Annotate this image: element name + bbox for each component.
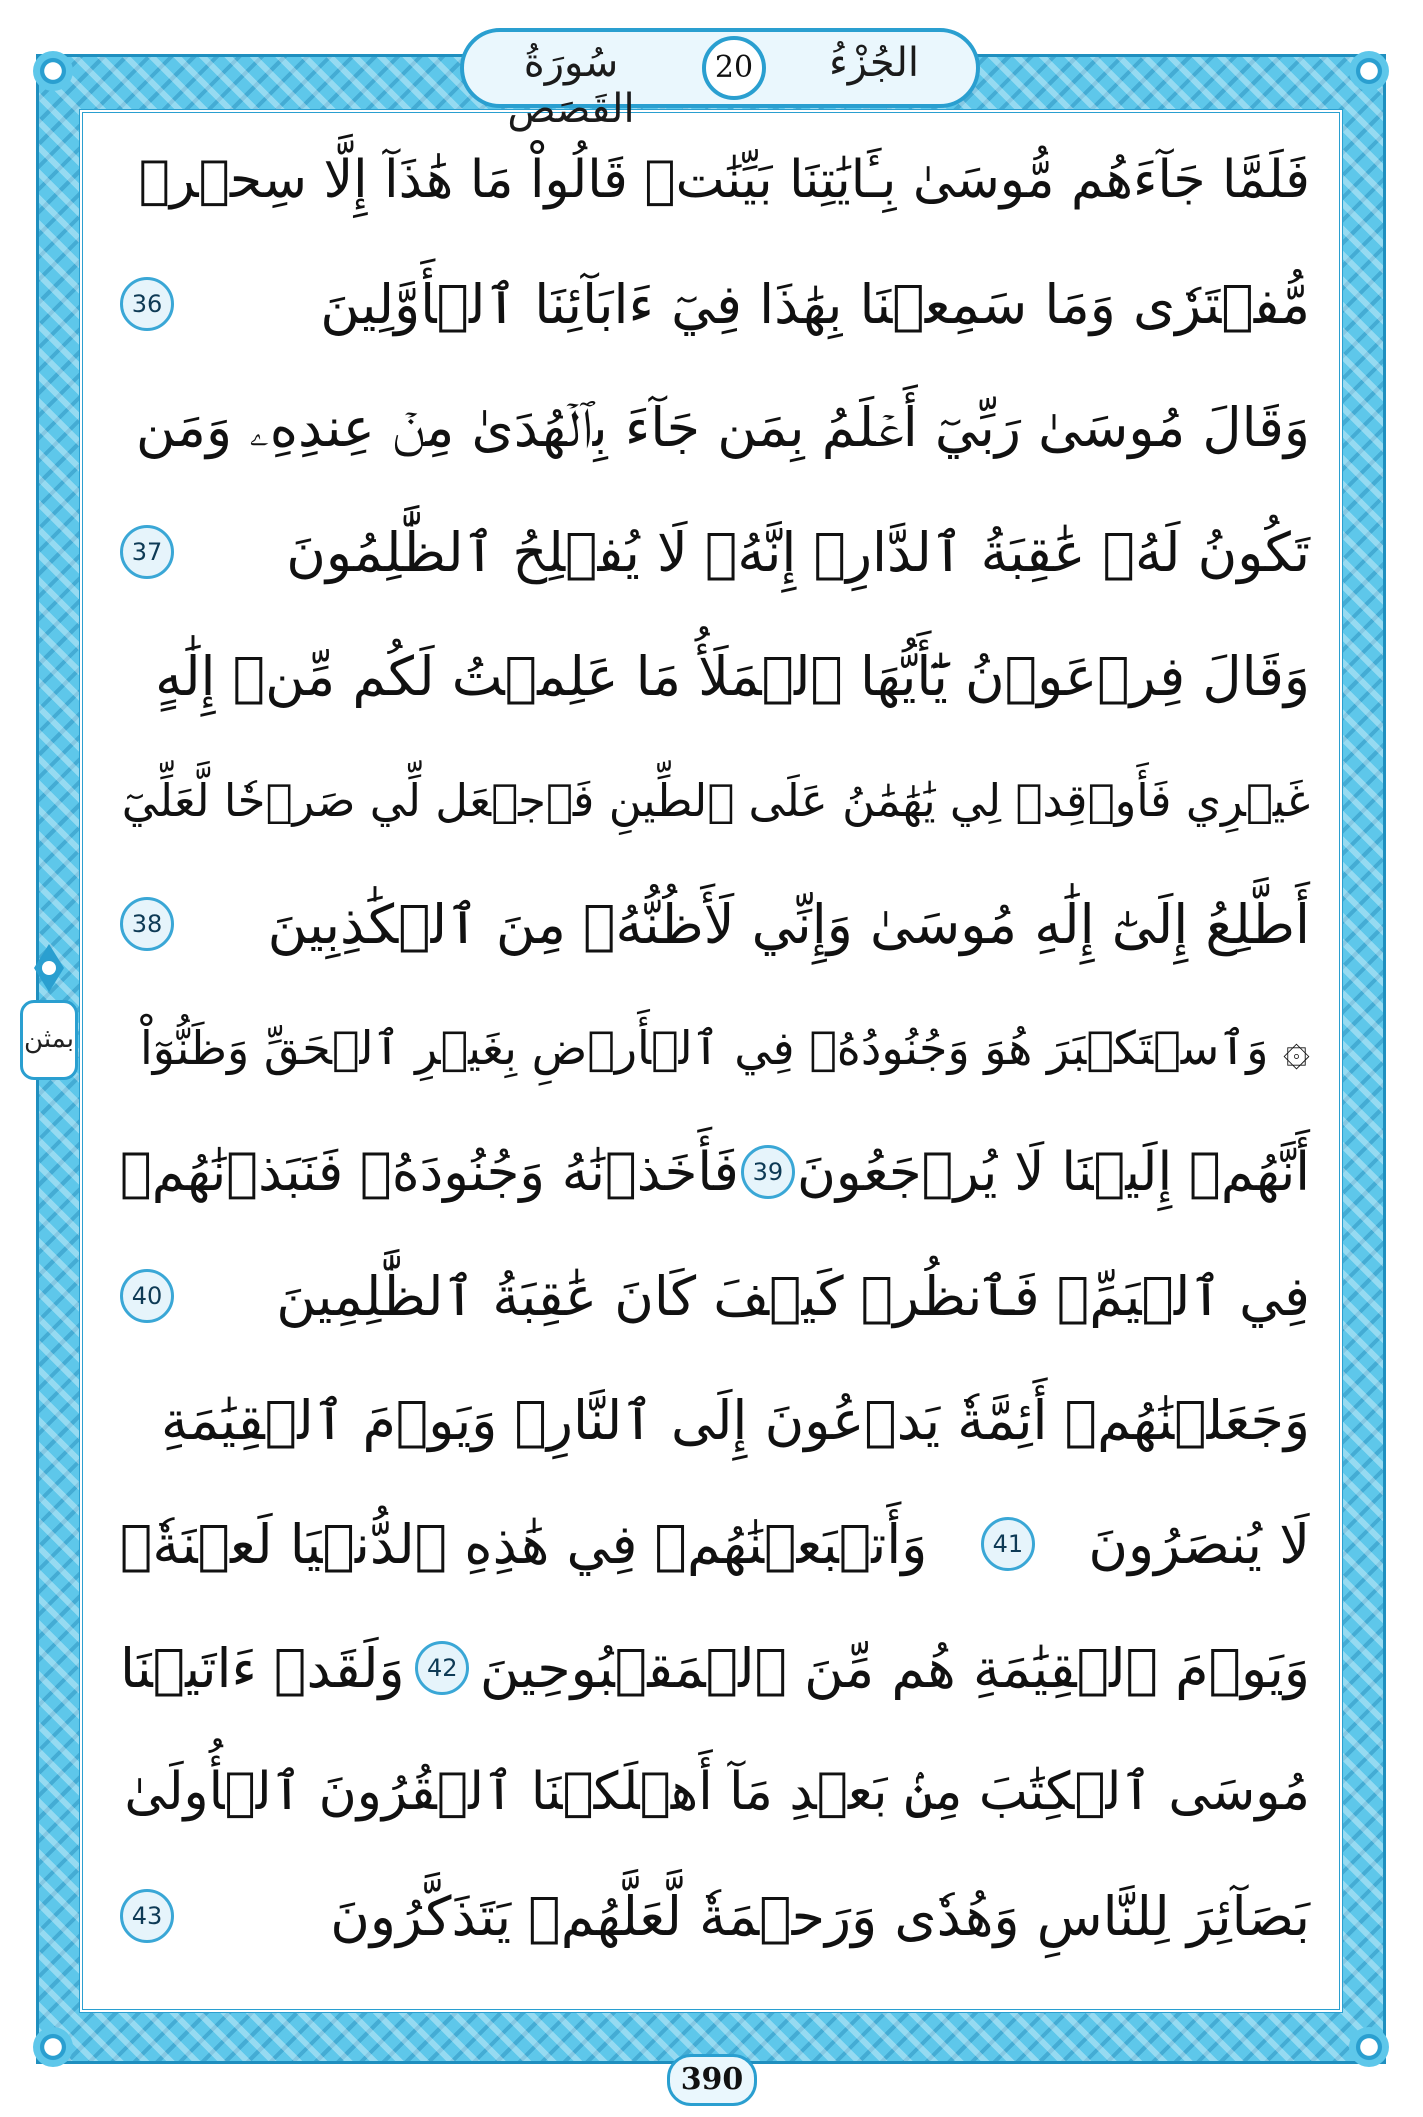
verse-line	[120, 1494, 1310, 1594]
verse-text: وَقَالَ مُوسَىٰ رَبِّيٓ أَعۡلَمُ بِمَن جَآءَ بِٱلۡهُدَىٰ مِنۡ عِندِهِۦ وَمَن	[135, 396, 1310, 459]
juz-title: الجُزْءُ	[829, 40, 919, 86]
corner-ornament	[1349, 2027, 1389, 2067]
verse-text: وَقَالَ فِرۡعَوۡنُ يَٰٓأَيُّهَا ٱلۡمَلَأُ مَا عَلِمۡتُ لَكُم مِّنۡ إِلَٰهٍ	[155, 644, 1310, 708]
verse-text: أَطَّلِعُ إِلَىٰٓ إِلَٰهِ مُوسَىٰ وَإِنِّي لَأَظُنُّهُۥ مِنَ ٱلۡكَٰذِبِينَ	[267, 892, 1310, 956]
verse-text: وَجَعَلۡنَٰهُمۡ أَئِمَّةٗ يَدۡعُونَ إِلَى ٱلنَّارِۖ وَيَوۡمَ ٱلۡقِيَٰمَةِ	[161, 1388, 1310, 1452]
verse-line	[120, 502, 1310, 602]
ayah-number-marker: 43	[120, 1889, 174, 1943]
verse-line	[120, 626, 1310, 726]
verse-line	[120, 1370, 1310, 1470]
verse-line	[120, 254, 1310, 354]
verse-line	[120, 1618, 1310, 1718]
verse-line	[120, 1122, 1310, 1222]
corner-ornament	[33, 2027, 73, 2067]
ayah-number-marker: 38	[120, 897, 174, 951]
verse-text: لَا يُنصَرُونَ	[1088, 1512, 1310, 1576]
verse-text: فَلَمَّا جَآءَهُم مُّوسَىٰ بِـَٔايَٰتِنَا بَيِّنَٰتٖ قَالُواْ مَا هَٰذَآ إِلَّا سِحۡرٞ	[138, 150, 1310, 210]
verse-line	[120, 1866, 1310, 1966]
corner-ornament	[33, 51, 73, 91]
verse-text: وَلَقَدۡ ءَاتَيۡنَا	[120, 1636, 405, 1700]
verse-text: مُّفۡتَرٗى وَمَا سَمِعۡنَا بِهَٰذَا فِيٓ ءَابَآئِنَا ٱلۡأَوَّلِينَ	[320, 272, 1310, 336]
verse-line	[120, 1246, 1310, 1346]
verse-line	[120, 874, 1310, 974]
verse-text: فَأَخَذۡنَٰهُ وَجُنُودَهُۥ فَنَبَذۡنَٰهُمۡ	[120, 1141, 739, 1203]
corner-ornament	[1349, 51, 1389, 91]
ayah-number-marker: 41	[981, 1517, 1035, 1571]
ayah-number-marker: 37	[120, 525, 174, 579]
verse-line	[120, 378, 1310, 478]
verse-text: مُوسَى ٱلۡكِتَٰبَ مِنۢ بَعۡدِ مَآ أَهۡلَكۡنَا ٱلۡقُرُونَ ٱلۡأُولَىٰ	[124, 1762, 1310, 1822]
verse-line	[120, 750, 1310, 850]
verse-text: فِي ٱلۡيَمِّۖ فَٱنظُرۡ كَيۡفَ كَانَ عَٰقِبَةُ ٱلظَّٰلِمِينَ	[276, 1264, 1310, 1328]
verse-line	[120, 998, 1310, 1098]
verse-text: وَأَتۡبَعۡنَٰهُمۡ فِي هَٰذِهِ ٱلدُّنۡيَا لَعۡنَةٗۖ	[120, 1512, 928, 1576]
verse-text: وَيَوۡمَ ٱلۡقِيَٰمَةِ هُم مِّنَ ٱلۡمَقۡبُوحِينَ	[479, 1636, 1310, 1700]
verse-text: بَصَآئِرَ لِلنَّاسِ وَهُدٗى وَرَحۡمَةٗ لَّعَلَّهُمۡ يَتَذَكَّرُونَ	[330, 1884, 1310, 1948]
verse-text: ۞ وَٱسۡتَكۡبَرَ هُوَ وَجُنُودُهُۥ فِي ٱلۡأَرۡضِ بِغَيۡرِ ٱلۡحَقِّ وَظَنُّوٓاْ	[140, 1021, 1310, 1075]
ayah-number-marker: 40	[120, 1269, 174, 1323]
verse-text-area	[120, 130, 1310, 2000]
page-header	[460, 28, 980, 132]
page-number: 390	[667, 2054, 757, 2106]
verse-line	[120, 1742, 1310, 1842]
hizb-marker: بمثن	[20, 1000, 78, 1080]
ayah-number-marker: 39	[741, 1145, 795, 1199]
verse-line	[120, 130, 1310, 230]
ayah-number-marker: 42	[415, 1641, 469, 1695]
surah-title: سُورَةُ القَصَص	[507, 40, 635, 132]
verse-text: غَيۡرِي فَأَوۡقِدۡ لِي يَٰهَٰمَٰنُ عَلَى ٱلطِّينِ فَٱجۡعَل لِّي صَرۡحٗا لَّعَلِّيٓ	[121, 773, 1310, 827]
juz-number: 20	[702, 36, 766, 100]
ayah-number-marker: 36	[120, 277, 174, 331]
verse-text: تَكُونُ لَهُۥ عَٰقِبَةُ ٱلدَّارِۚ إِنَّهُۥ لَا يُفۡلِحُ ٱلظَّٰلِمُونَ	[286, 520, 1310, 584]
verse-text: أَنَّهُمۡ إِلَيۡنَا لَا يُرۡجَعُونَ	[797, 1141, 1310, 1203]
